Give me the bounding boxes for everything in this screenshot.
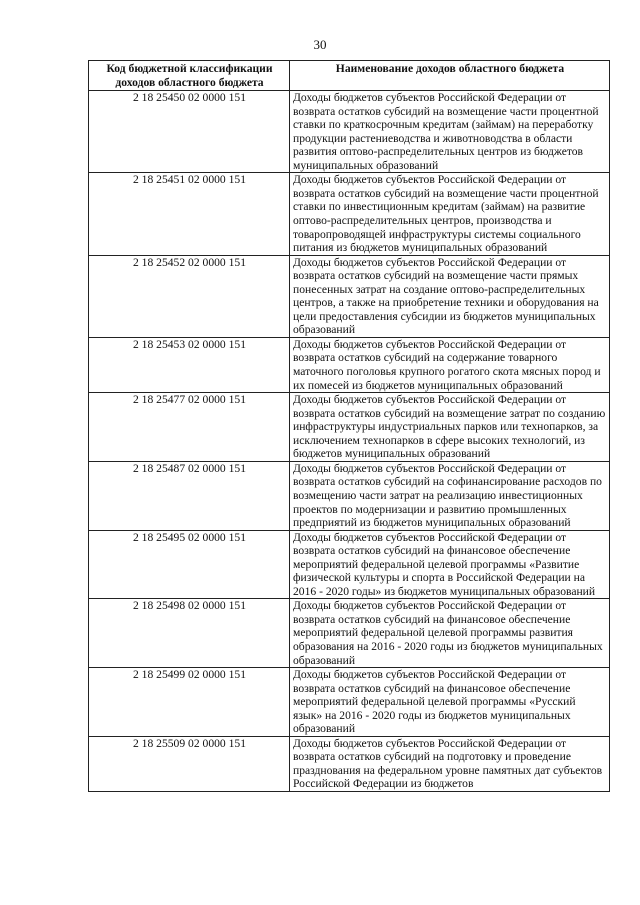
- table-header-row: [89, 61, 610, 91]
- table-row: [89, 255, 610, 337]
- row-code: 2 18 25451 02 0000 151: [89, 173, 290, 255]
- row-name: Доходы бюджетов субъектов Российской Федерации от возврата остатков субсидий на возмещение затрат по созданию инфраструктуры индустриальных парков или технопарков, за исключением технопарков в сфере высоких технологий, из бюджетов муниципальных образований: [290, 393, 610, 462]
- table-row: [89, 461, 610, 530]
- row-name: Доходы бюджетов субъектов Российской Федерации от возврата остатков субсидий на финансовое обеспечение мероприятий федеральной целевой программы «Русский язык» на 2016 - 2020 годы из бюджетов муниципальных образований: [290, 668, 610, 737]
- table-row: [89, 91, 610, 173]
- row-code: 2 18 25498 02 0000 151: [89, 599, 290, 668]
- header-name: Наименование доходов областного бюджета: [290, 61, 610, 91]
- row-code: 2 18 25495 02 0000 151: [89, 530, 290, 599]
- row-name: Доходы бюджетов субъектов Российской Федерации от возврата остатков субсидий на финансовое обеспечение мероприятий федеральной целевой программы «Развитие физической культуры и спорта в Российской Федерации на 2016 - 2020 годы» из бюджетов муниципальных образований: [290, 530, 610, 599]
- table-row: [89, 393, 610, 462]
- header-code: Код бюджетной классификации доходов областного бюджета: [89, 61, 290, 91]
- row-name: Доходы бюджетов субъектов Российской Федерации от возврата остатков субсидий на софинансирование расходов по возмещению части затрат на реализацию инвестиционных проектов по модернизации и развитию промышленных предприятий из бюджетов муниципальных образований: [290, 461, 610, 530]
- row-name: Доходы бюджетов субъектов Российской Федерации от возврата остатков субсидий на финансовое обеспечение мероприятий федеральной целевой программы развития образования на 2016 - 2020 годы из бюджетов муниципальных образований: [290, 599, 610, 668]
- table-row: [89, 173, 610, 255]
- row-code: 2 18 25487 02 0000 151: [89, 461, 290, 530]
- revenue-classification-table: [88, 60, 610, 792]
- row-code: 2 18 25450 02 0000 151: [89, 91, 290, 173]
- table-row: [89, 337, 610, 392]
- row-name: Доходы бюджетов субъектов Российской Федерации от возврата остатков субсидий на возмещение части прямых понесенных затрат на создание оптово-распределительных центров, а также на приобретение техники и оборудования на цели предоставления субсидии из бюджетов муниципальных образований: [290, 255, 610, 337]
- row-name: Доходы бюджетов субъектов Российской Федерации от возврата остатков субсидий на содержание товарного маточного поголовья крупного рогатого скота мясных пород и их помесей из бюджетов муниципальных образований: [290, 337, 610, 392]
- row-name: Доходы бюджетов субъектов Российской Федерации от возврата остатков субсидий на возмещение части процентной ставки по краткосрочным кредитам (займам) на переработку продукции растениеводства и животноводства в области развития оптово-распределительных центров из бюджетов муниципальных образований: [290, 91, 610, 173]
- table-row: [89, 530, 610, 599]
- row-code: 2 18 25453 02 0000 151: [89, 337, 290, 392]
- row-name: Доходы бюджетов субъектов Российской Федерации от возврата остатков субсидий на возмещение части процентной ставки по инвестиционным кредитам (займам) на развитие оптово-распределительных центров, производства и товаропроводящей инфраструктуры системы социального питания из бюджетов муниципальных образований: [290, 173, 610, 255]
- row-name: Доходы бюджетов субъектов Российской Федерации от возврата остатков субсидий на подготовку и проведение празднования на федеральном уровне памятных дат субъектов Российской Федерации из бюджетов: [290, 736, 610, 791]
- table-row: [89, 736, 610, 791]
- table-row: [89, 599, 610, 668]
- row-code: 2 18 25452 02 0000 151: [89, 255, 290, 337]
- table-row: [89, 668, 610, 737]
- page-number: 30: [313, 37, 327, 52]
- row-code: 2 18 25509 02 0000 151: [89, 736, 290, 791]
- row-code: 2 18 25499 02 0000 151: [89, 668, 290, 737]
- row-code: 2 18 25477 02 0000 151: [89, 393, 290, 462]
